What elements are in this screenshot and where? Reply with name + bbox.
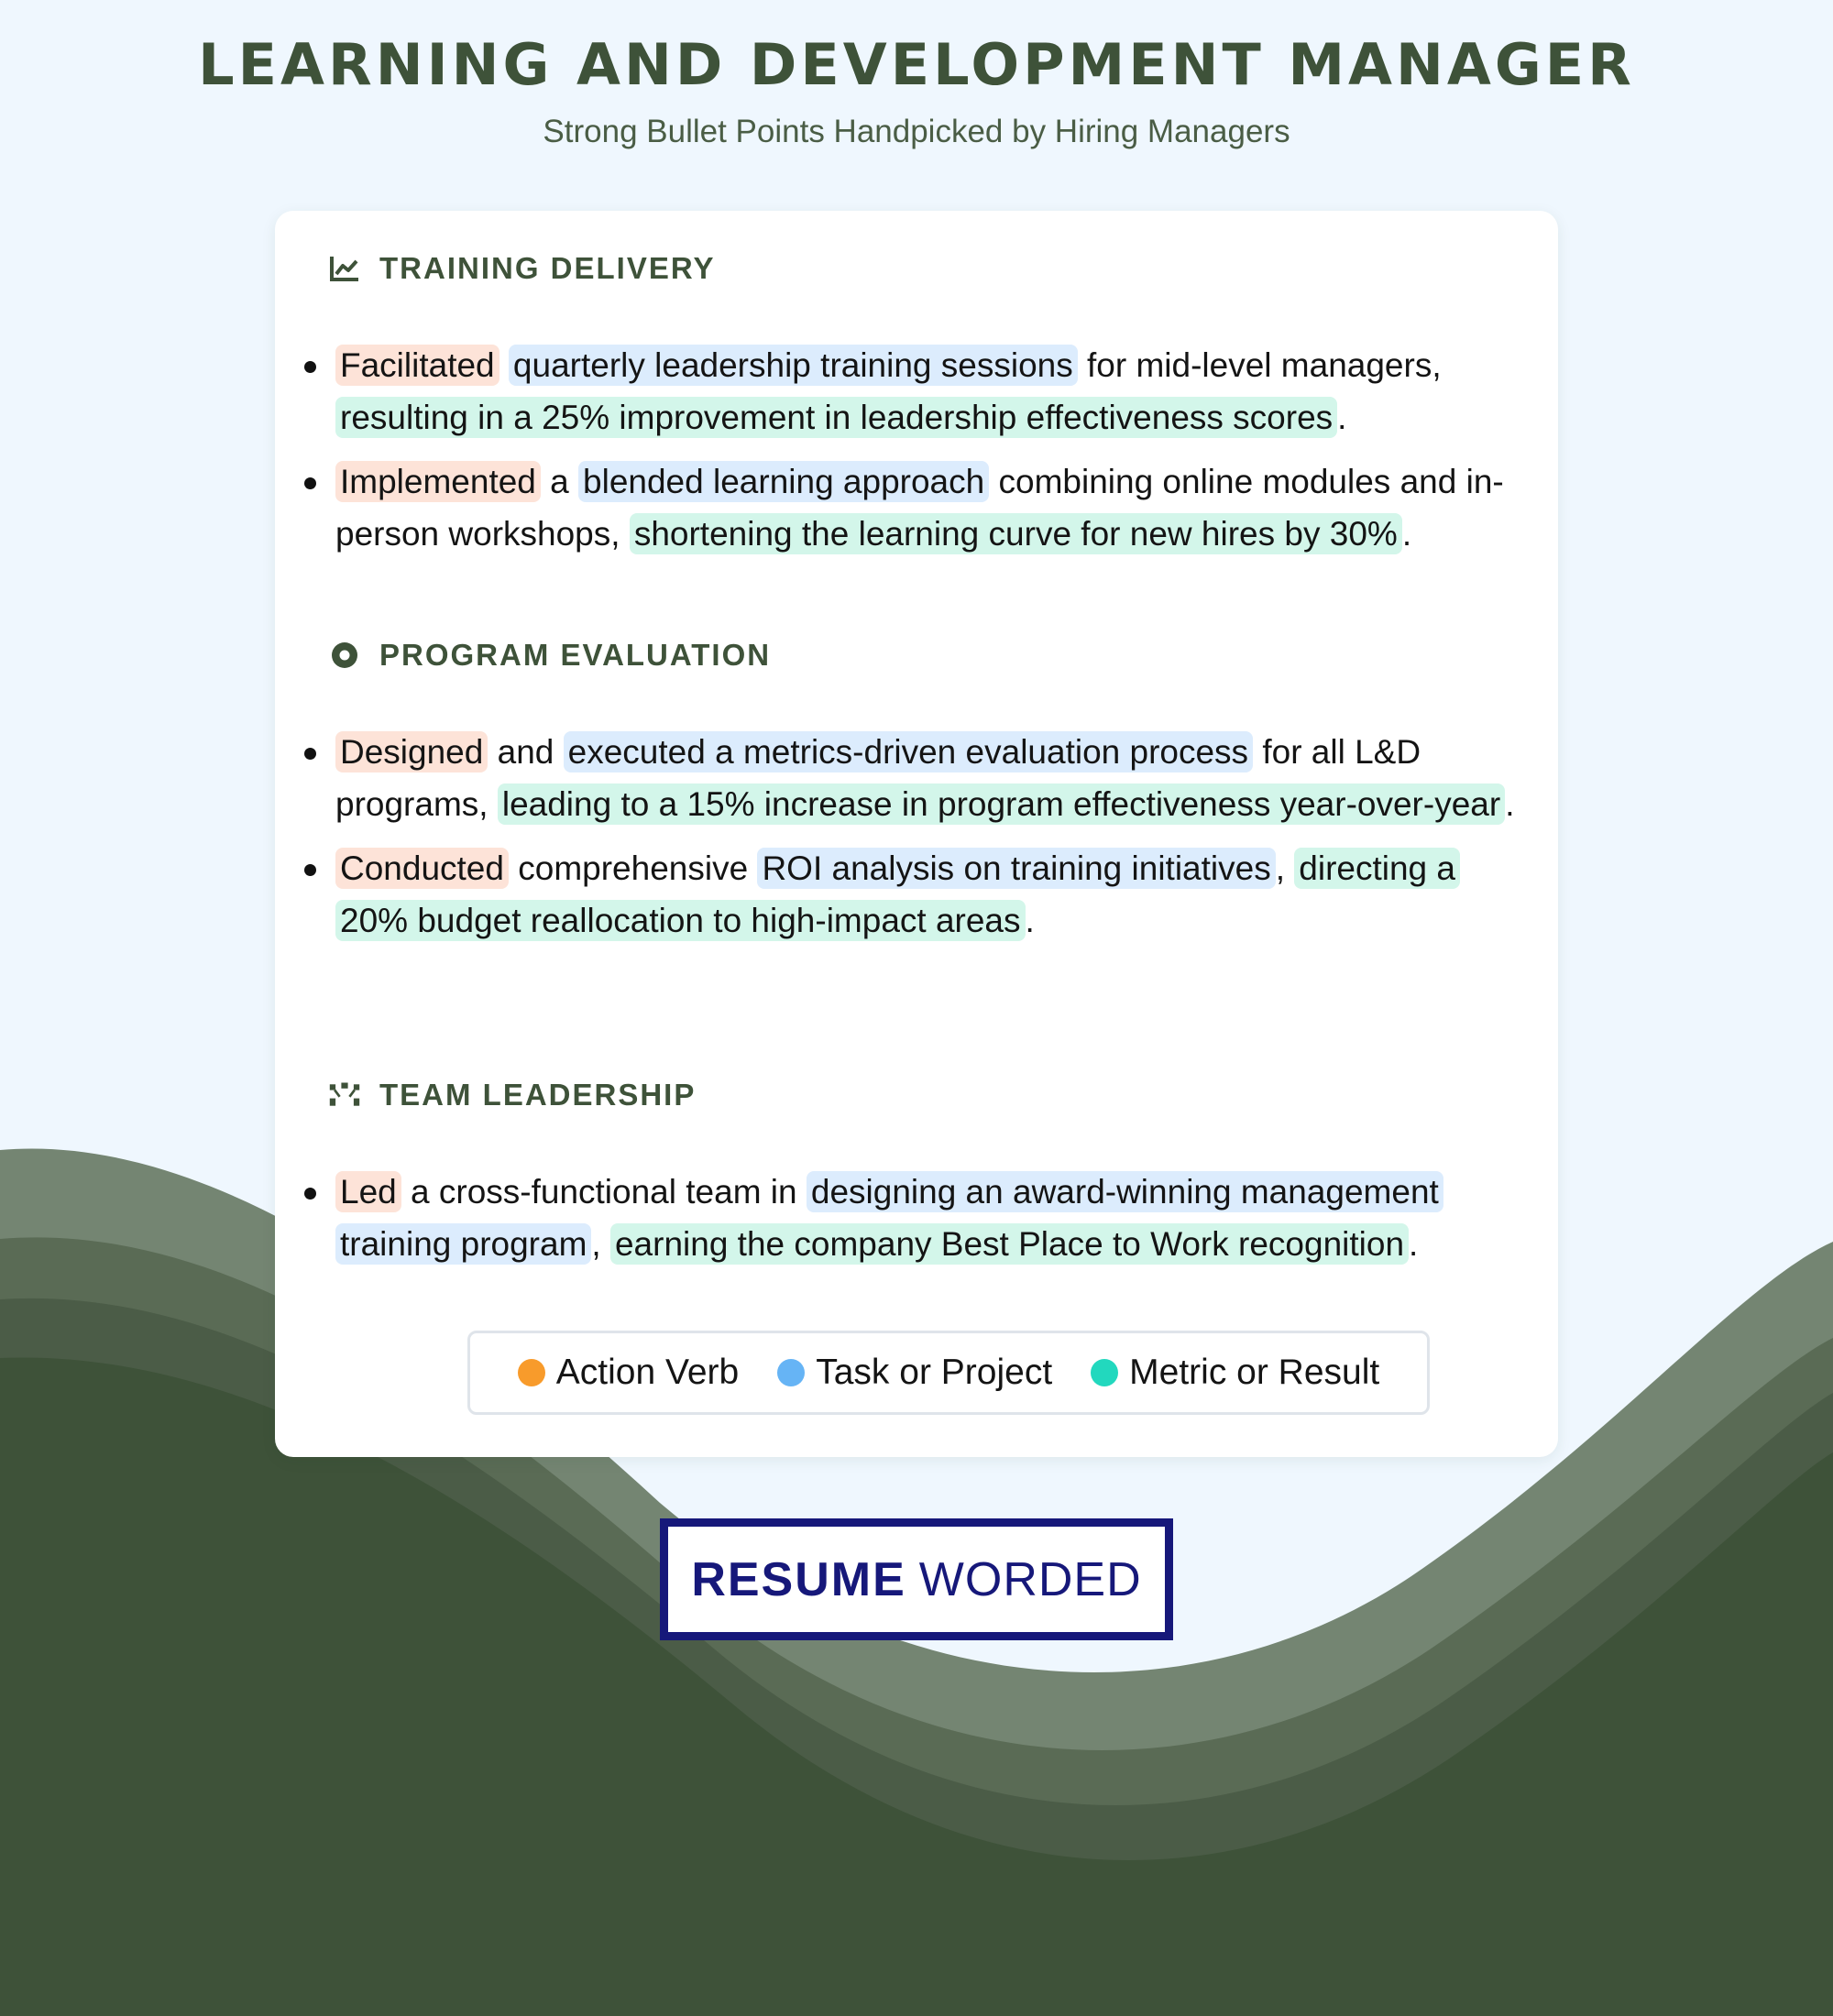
- bullet-text: ,: [591, 1225, 610, 1263]
- bullet-text: comprehensive: [508, 849, 758, 887]
- bullet-text: .: [1505, 785, 1515, 823]
- blue-dot-icon: [777, 1359, 805, 1386]
- legend-label: Metric or Result: [1129, 1353, 1380, 1392]
- legend-item-task-or-project: [777, 1353, 1052, 1393]
- legend-label: Task or Project: [816, 1353, 1053, 1392]
- bullet-text: ,: [1275, 849, 1295, 887]
- list-item: [335, 842, 1527, 947]
- list-item: [335, 455, 1527, 560]
- action-verb: Facilitated: [335, 345, 499, 386]
- bullet-list-training-delivery: [335, 339, 1527, 572]
- bullet-text: .: [1409, 1225, 1419, 1263]
- line-chart-icon: [328, 252, 361, 285]
- metric-or-result: directing a 20% budget reallocation to high-impact areas: [335, 848, 1460, 941]
- page-title: LEARNING AND DEVELOPMENT MANAGER: [198, 31, 1635, 98]
- resume-worded-logo: [660, 1518, 1173, 1640]
- metric-or-result: earning the company Best Place to Work recognition: [610, 1223, 1409, 1265]
- section-heading-team-leadership: [328, 1078, 696, 1112]
- list-item: [335, 339, 1527, 444]
- teal-dot-icon: [1091, 1359, 1118, 1386]
- action-verb: Led: [335, 1171, 401, 1212]
- section-heading-program-evaluation: [328, 638, 771, 673]
- section-heading-label: PROGRAM EVALUATION: [379, 638, 772, 672]
- task-or-project: quarterly leadership training sessions: [509, 345, 1078, 386]
- team-network-icon: [328, 1079, 361, 1112]
- legend-item-metric-or-result: [1091, 1353, 1379, 1393]
- metric-or-result: resulting in a 25% improvement in leadership effectiveness scores: [335, 397, 1337, 438]
- page-subtitle: Strong Bullet Points Handpicked by Hiring Managers: [543, 114, 1290, 149]
- legend-item-action-verb: [518, 1353, 739, 1393]
- logo-text-strong: RESUME: [691, 1552, 906, 1606]
- list-item: [335, 1166, 1527, 1270]
- metric-or-result: shortening the learning curve for new hires by 30%: [630, 513, 1402, 554]
- legend-label: Action Verb: [555, 1353, 740, 1392]
- bullet-text: .: [1025, 902, 1035, 939]
- logo-text-light: WORDED: [918, 1552, 1142, 1606]
- bullet-points-card: [275, 211, 1558, 1457]
- bullet-text: for all L&D programs,: [335, 733, 1421, 823]
- metric-or-result: leading to a 15% increase in program effectiveness year-over-year: [498, 783, 1505, 825]
- bullet-list-team-leadership: [335, 1166, 1527, 1282]
- bullet-list-program-evaluation: [335, 726, 1527, 959]
- bullet-text: .: [1337, 399, 1347, 436]
- bullet-text: [499, 346, 509, 384]
- section-heading-training-delivery: [328, 251, 715, 286]
- task-or-project: ROI analysis on training initiatives: [757, 848, 1275, 889]
- bullet-text: .: [1401, 515, 1412, 553]
- action-verb: Designed: [335, 731, 488, 772]
- highlight-legend: [467, 1331, 1430, 1415]
- bullet-text: a cross-functional team in: [401, 1173, 807, 1211]
- section-heading-label: TRAINING DELIVERY: [379, 251, 716, 285]
- target-circle-icon: [328, 639, 361, 672]
- action-verb: Implemented: [335, 461, 541, 502]
- action-verb: Conducted: [335, 848, 509, 889]
- task-or-project: blended learning approach: [578, 461, 989, 502]
- task-or-project: designing an award-winning management training program: [335, 1171, 1443, 1265]
- list-item: [335, 726, 1527, 830]
- bullet-text: combining online modules and in-person workshops,: [335, 463, 1504, 553]
- task-or-project: executed a metrics-driven evaluation process: [564, 731, 1253, 772]
- orange-dot-icon: [518, 1359, 545, 1386]
- section-heading-label: TEAM LEADERSHIP: [379, 1078, 697, 1112]
- bullet-text: and: [488, 733, 564, 771]
- bullet-text: for mid-level managers,: [1077, 346, 1442, 384]
- bullet-text: a: [540, 463, 579, 500]
